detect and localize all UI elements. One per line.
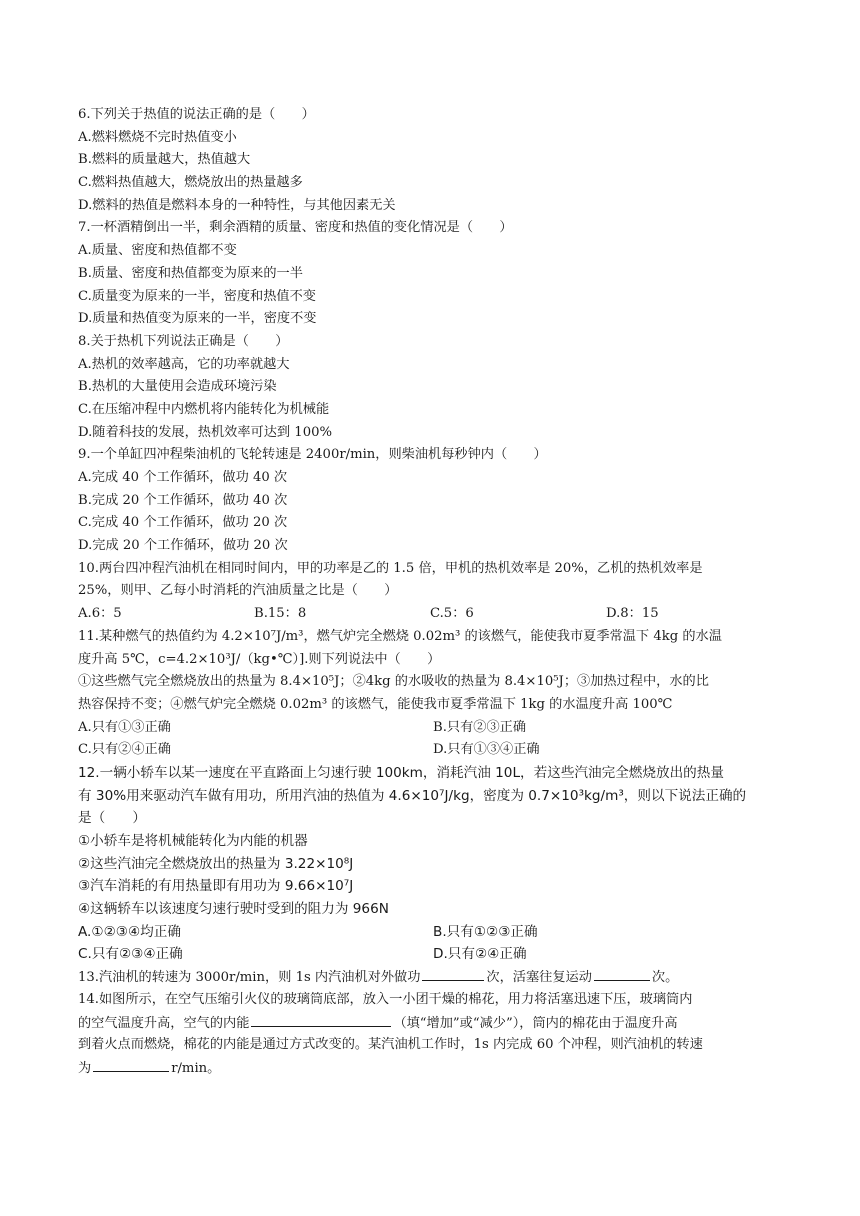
q9-option-a: A.完成 40 个工作循环，做功 40 次 (78, 470, 288, 485)
q10-stem-line1: 10.两台四冲程汽油机在相同时间内，甲的功率是乙的 1.5 倍，甲机的热机效率是 20%，乙机的热机效率是 (78, 560, 703, 576)
q7-option-d: D.质量和热值变为原来的一半，密度不变 (78, 311, 317, 327)
q12-statement-1: ①小轿车是将机械能转化为内能的机器 (78, 833, 308, 849)
q11-stem-line1: 11.某种燃气的热值约为 4.2×10⁷J/m³，燃气炉完全燃烧 0.02m³ 的该燃气，能使我市夏季常温下 4kg 的水温 (78, 628, 722, 644)
q11-statements-line1: ①这些燃气完全燃烧放出的热量为 8.4×10⁵J；②4kg 的水吸收的热量为 8.4×10⁵J；③加热过程中，水的比 (78, 674, 709, 690)
q11-options-row1 (78, 717, 808, 740)
q10-option-c: C.5：6 (430, 606, 474, 622)
q12-options-row2 (78, 943, 808, 966)
q8-option-b: B.热机的大量使用会造成环境污染 (78, 379, 277, 395)
q8-stem: 8.关于热机下列说法正确是（ ） (78, 333, 289, 349)
q12-statement-2: ②这些汽油完全燃烧放出的热量为 3.22×10⁸J (78, 855, 354, 872)
q11-option-b: B.只有②③正确 (433, 719, 527, 735)
q10-option-b: B.15：8 (254, 606, 307, 622)
q14-line4 (78, 1057, 808, 1080)
q6-option-b: B.燃料的质量越大，热值越大 (78, 152, 251, 168)
q10-stem-line2: 25%，则甲、乙每小时消耗的汽油质量之比是（ ） (78, 583, 398, 599)
q6-option-a: A.燃料燃烧不完时热值变小 (78, 129, 237, 145)
q7-stem: 7.一杯酒精倒出一半，剩余酒精的质量、密度和热值的变化情况是（ ） (78, 220, 513, 236)
q12-stem-line2: 有 30%用来驱动汽车做有用功，所用汽油的热值为 4.6×10⁷J/kg，密度为 0.7×10³kg/m³，则以下说法正确的 (78, 787, 747, 804)
q11-options-row2 (78, 739, 808, 762)
q11-option-c: C.只有②④正确 (78, 742, 171, 758)
q6-option-d: D.燃料的热值是燃料本身的一种特性，与其他因素无关 (78, 197, 396, 213)
q14-text-2b: （填“增加”或“减少”），筒内的棉花由于温度升高 (393, 1015, 678, 1031)
question-list (78, 104, 808, 1080)
q10-option-d: D.8：15 (606, 606, 659, 622)
q13-blank-2[interactable] (594, 966, 650, 981)
q10-options (78, 603, 808, 626)
q11-option-d: D.只有①③④正确 (433, 742, 540, 758)
q7-option-a: A.质量、密度和热值都不变 (78, 243, 237, 259)
q9-option-c: C.完成 40 个工作循环，做功 20 次 (78, 515, 288, 531)
q14-text-4b: r/min。 (171, 1060, 221, 1076)
q12-option-d: D.只有②④正确 (433, 946, 527, 963)
q13-blank-1[interactable] (422, 966, 484, 981)
q12-option-a: A.①②③④均正确 (78, 923, 181, 940)
q8-option-c: C.在压缩冲程中内燃机将内能转化为机械能 (78, 401, 330, 417)
q9-stem: 9.一个单缸四冲程柴油机的飞轮转速是 2400r/min，则柴油机每秒钟内（ ） (78, 447, 547, 463)
q11-statements-line2: 热容保持不变；④燃气炉完全燃烧 0.02m³ 的该燃气，能使我市夏季常温下 1kg 的水温度升高 100℃ (78, 696, 673, 712)
q6-stem: 6.下列关于热值的说法正确的是（ ） (78, 107, 315, 122)
q13-text-2: 次，活塞往复运动 (486, 970, 592, 986)
q14-text-4a: 为 (78, 1060, 92, 1076)
q8-option-d: D.随着科技的发展，热机效率可达到 100% (78, 424, 332, 440)
q12-option-b: B.只有①②③正确 (433, 923, 538, 940)
q13-text-3: 次。 (651, 970, 679, 986)
q9-option-b: B.完成 20 个工作循环，做功 40 次 (78, 492, 288, 508)
q10-option-a: A.6：5 (78, 606, 122, 622)
q12-stem-line1: 12.一辆小轿车以某一速度在平直路面上匀速行驶 100km，消耗汽油 10L，若这些汽油完全燃烧放出的热量 (78, 764, 724, 781)
q14-line2 (78, 1012, 808, 1035)
q14-blank-2[interactable] (93, 1057, 169, 1072)
q9-option-d: D.完成 20 个工作循环，做功 20 次 (78, 538, 288, 554)
q12-options-row1 (78, 921, 808, 944)
q13-text-1: 13.汽油机的转速为 3000r/min，则 1s 内汽油机对外做功 (78, 970, 421, 986)
q8-option-a: A.热机的效率越高，它的功率就越大 (78, 356, 290, 372)
q7-option-b: B.质量、密度和热值都变为原来的一半 (78, 265, 303, 281)
q7-option-c: C.质量变为原来的一半，密度和热值不变 (78, 288, 316, 304)
q14-line1: 14.如图所示，在空气压缩引火仪的玻璃筒底部，放入一小团干燥的棉花，用力将活塞迅速下压，玻璃筒内 (78, 991, 693, 1007)
q14-text-2a: 的空气温度升高，空气的内能 (78, 1015, 250, 1031)
q11-stem-line2: 度升高 5℃，c=4.2×10³J/（kg•℃）].则下列说法中（ ） (78, 651, 441, 667)
q12-statement-3: ③汽车消耗的有用热量即有用功为 9.66×10⁷J (78, 878, 354, 895)
q6-option-c: C.燃料热值越大，燃烧放出的热量越多 (78, 175, 303, 191)
q13-line (78, 966, 808, 989)
q12-stem-line3: 是（ ） (78, 810, 146, 827)
q14-line3: 到着火点而燃烧，棉花的内能是通过方式改变的。某汽油机工作时，1s 内完成 60 个冲程，则汽油机的转速 (78, 1037, 703, 1053)
q12-statement-4: ④这辆轿车以该速度匀速行驶时受到的阻力为 966N (78, 901, 389, 918)
q14-blank-1[interactable] (251, 1012, 391, 1027)
q12-option-c: C.只有②③④正确 (78, 946, 183, 963)
q11-option-a: A.只有①③正确 (78, 719, 171, 735)
